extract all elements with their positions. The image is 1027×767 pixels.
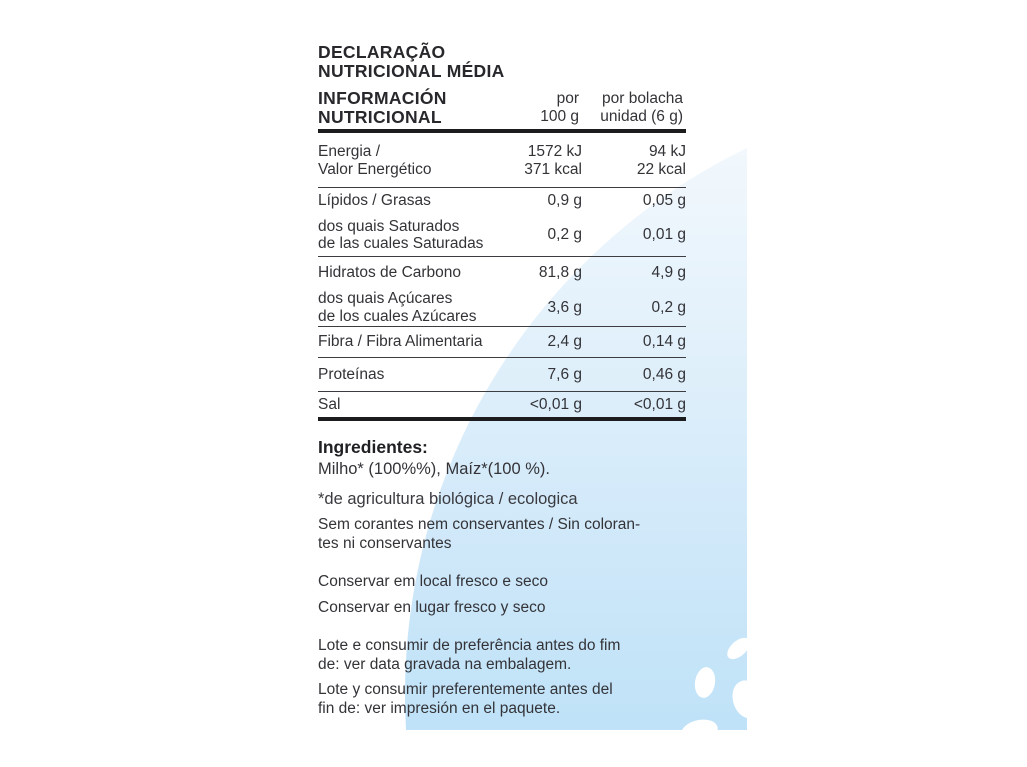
lot-note-es-line1: Lote y consumir preferentemente antes del: [318, 681, 613, 698]
row-value-per100: 1572 kJ: [527, 143, 582, 160]
table-row-energy: [318, 134, 686, 188]
row-label: de las cuales Saturadas: [318, 235, 484, 252]
row-value-perunit: <0,01 g: [633, 395, 686, 413]
table-row-salt: [318, 392, 686, 417]
ingredients-heading: Ingredientes:: [318, 437, 428, 457]
table-row-fibre: [318, 327, 686, 358]
no-additives-line2: tes ni conservantes: [318, 534, 452, 552]
table-row-protein: [318, 358, 686, 392]
table-top-rule: [318, 129, 686, 133]
column-header-per-unit: [563, 90, 683, 126]
row-value-per100: 3,6 g: [547, 298, 582, 316]
row-label: Sal: [318, 395, 341, 413]
row-value-per100: 81,8 g: [538, 264, 582, 282]
row-value-perunit: 22 kcal: [636, 160, 686, 178]
table-bottom-rule: [318, 417, 686, 421]
column-header-per-unit-line1: por bolacha: [601, 90, 683, 107]
column-header-per-100g-line2: 100 g: [540, 108, 579, 125]
table-row-fat: [318, 188, 686, 214]
row-value-perunit: 0,2 g: [651, 298, 686, 316]
row-value-per100: 0,2 g: [547, 226, 582, 244]
lot-note-pt-line1: Lote e consumir de preferência antes do fim: [318, 637, 621, 654]
row-label: de los cuales Azúcares: [318, 307, 477, 325]
row-value-perunit: 0,46 g: [642, 365, 686, 383]
table-row-carbohydrate: [318, 257, 686, 289]
lot-note-es-line2: fin de: ver impresión en el paquete.: [318, 699, 561, 717]
column-header-per-unit-line2: unidad (6 g): [600, 108, 683, 125]
row-label: Proteínas: [318, 365, 385, 383]
no-additives-note: [318, 516, 640, 553]
storage-note-es: Conservar en lugar fresco y seco: [318, 599, 546, 616]
row-value-perunit: 4,9 g: [651, 264, 686, 282]
column-header-per-100g-line1: por: [556, 90, 579, 107]
label-title-line2: NUTRICIONAL MÉDIA: [318, 61, 505, 81]
label-subtitle-line2: NUTRICIONAL: [318, 106, 442, 127]
organic-note: *de agricultura biológica / ecologica: [318, 490, 578, 508]
label-title-line1: DECLARAÇÃO: [318, 42, 446, 62]
label-title: [318, 43, 505, 81]
row-label: Hidratos de Carbono: [318, 264, 462, 282]
row-label: dos quais Saturados: [318, 217, 460, 235]
storage-note-pt: Conservar em local fresco e seco: [318, 573, 549, 590]
row-label: dos quais Açúcares: [318, 290, 453, 307]
row-value-perunit: 0,05 g: [642, 192, 686, 210]
row-value-per100: <0,01 g: [529, 395, 582, 413]
row-label: Lípidos / Grasas: [318, 192, 431, 210]
row-label: Valor Energético: [318, 160, 432, 178]
table-row-sugars: [318, 289, 686, 327]
row-value-per100: 0,9 g: [547, 192, 582, 210]
table-row-saturates: [318, 214, 686, 257]
ingredients-text: Milho* (100%%), Maíz*(100 %).: [318, 460, 550, 478]
row-value-per100: 7,6 g: [547, 365, 582, 383]
row-value-perunit: 0,14 g: [642, 333, 686, 351]
nutrition-table: [318, 134, 686, 417]
label-subtitle-line1: INFORMACIÓN: [318, 88, 447, 108]
no-additives-line1: Sem corantes nem conservantes / Sin coloran-: [318, 516, 641, 533]
lot-note-pt-line2: de: ver data gravada na embalagem.: [318, 655, 572, 673]
row-label: Energia /: [318, 143, 381, 160]
lot-note-es: [318, 681, 613, 718]
row-value-perunit: 0,01 g: [642, 226, 686, 244]
row-value-perunit: 94 kJ: [648, 143, 686, 160]
row-value-per100: 371 kcal: [524, 160, 582, 178]
row-label: Fibra / Fibra Alimentaria: [318, 333, 483, 351]
row-value-per100: 2,4 g: [547, 333, 582, 351]
lot-note-pt: [318, 637, 620, 674]
label-subtitle: [318, 89, 447, 126]
